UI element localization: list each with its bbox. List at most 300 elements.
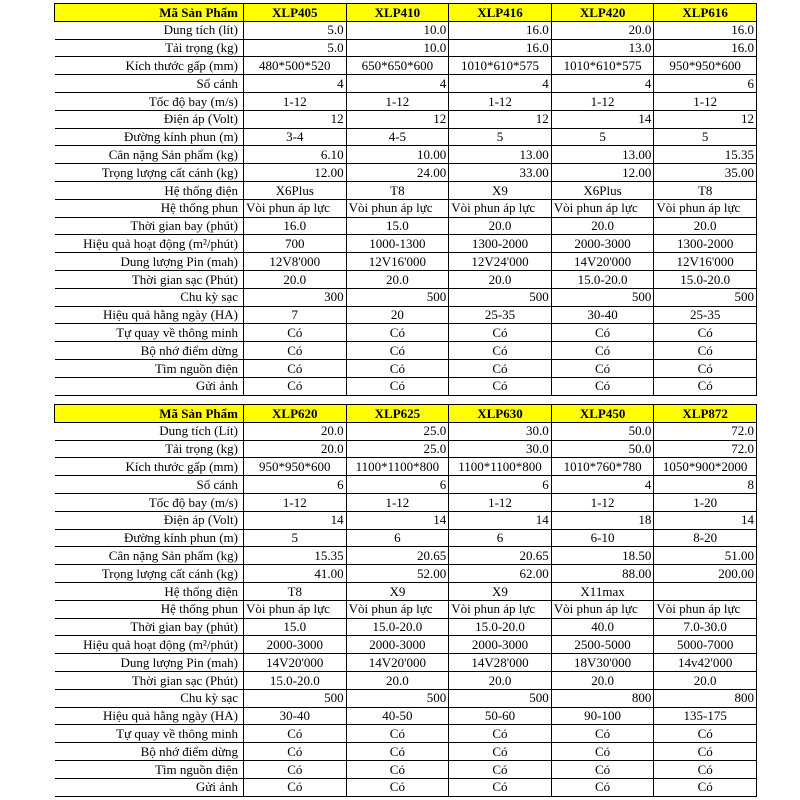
spec-cell: 20.65 bbox=[449, 547, 552, 565]
spec-cell: Có bbox=[654, 778, 757, 796]
table-row bbox=[55, 511, 757, 529]
spec-cell: 5.0 bbox=[244, 39, 347, 57]
table-row bbox=[55, 324, 757, 342]
spec-cell: 25.0 bbox=[346, 422, 449, 440]
spec-cell: 1-12 bbox=[244, 92, 347, 110]
spec-cell: 1-12 bbox=[449, 92, 552, 110]
spec-cell: 33.00 bbox=[449, 164, 552, 182]
model-header: XLP616 bbox=[654, 4, 757, 22]
table-row bbox=[55, 39, 757, 57]
spec-cell: 1100*1100*800 bbox=[449, 458, 552, 476]
spec-cell: 5 bbox=[551, 128, 654, 146]
spec-cell: 4-5 bbox=[346, 128, 449, 146]
spec-cell: 6 bbox=[449, 529, 552, 547]
row-label: Thời gian bay (phút) bbox=[55, 217, 244, 235]
spec-cell: Có bbox=[449, 377, 552, 395]
spec-cell: 15.0-20.0 bbox=[551, 270, 654, 288]
spec-cell: 20.0 bbox=[449, 217, 552, 235]
spec-cell: 950*950*600 bbox=[654, 57, 757, 75]
spec-cell: Có bbox=[449, 760, 552, 778]
spec-cell: 20.0 bbox=[654, 671, 757, 689]
spec-cell: Có bbox=[346, 359, 449, 377]
spec-cell: 14V20'000 bbox=[244, 654, 347, 672]
spec-cell: 15.0-20.0 bbox=[244, 671, 347, 689]
spec-cell: 20.0 bbox=[654, 217, 757, 235]
spec-cell: 12V24'000 bbox=[449, 253, 552, 271]
table-row bbox=[55, 707, 757, 725]
row-label: Dung lượng Pin (mah) bbox=[55, 253, 244, 271]
spec-cell: 300 bbox=[244, 288, 347, 306]
spec-cell: 135-175 bbox=[654, 707, 757, 725]
spec-cell: 2500-5000 bbox=[551, 636, 654, 654]
spec-cell: 16.0 bbox=[449, 21, 552, 39]
model-header: XLP620 bbox=[244, 405, 347, 423]
spec-cell: 1010*610*575 bbox=[551, 57, 654, 75]
spec-cell: X6Plus bbox=[551, 181, 654, 199]
model-header: XLP872 bbox=[654, 405, 757, 423]
table-row bbox=[55, 671, 757, 689]
table-row bbox=[55, 689, 757, 707]
spec-cell: 1-12 bbox=[551, 493, 654, 511]
table-row bbox=[55, 760, 757, 778]
spec-cell: 20.0 bbox=[551, 671, 654, 689]
spec-cell: 12.00 bbox=[551, 164, 654, 182]
row-label: Thời gian bay (phút) bbox=[55, 618, 244, 636]
spec-cell: 7.0-30.0 bbox=[654, 618, 757, 636]
spec-cell: 10.00 bbox=[346, 146, 449, 164]
spec-cell: 500 bbox=[346, 689, 449, 707]
spec-cell: Vòi phun áp lực bbox=[346, 600, 449, 618]
spec-cell: 6 bbox=[654, 75, 757, 93]
spec-cell: Có bbox=[449, 778, 552, 796]
spec-cell: 20 bbox=[346, 306, 449, 324]
spec-cell: 20.0 bbox=[551, 217, 654, 235]
spec-cell: 16.0 bbox=[449, 39, 552, 57]
spec-cell: 1300-2000 bbox=[449, 235, 552, 253]
spec-cell: 24.00 bbox=[346, 164, 449, 182]
spec-cell: 1300-2000 bbox=[654, 235, 757, 253]
spec-cell: Có bbox=[244, 743, 347, 761]
table-row bbox=[55, 217, 757, 235]
spec-cell: 4 bbox=[551, 476, 654, 494]
table-row bbox=[55, 57, 757, 75]
spec-cell: 1-12 bbox=[449, 493, 552, 511]
spec-cell: 650*650*600 bbox=[346, 57, 449, 75]
row-label: Dung lượng Pin (mah) bbox=[55, 654, 244, 672]
model-header: XLP405 bbox=[244, 4, 347, 22]
spec-cell: 16.0 bbox=[654, 21, 757, 39]
spec-cell: Có bbox=[346, 778, 449, 796]
table-row bbox=[55, 359, 757, 377]
spec-cell: 20.0 bbox=[449, 270, 552, 288]
spec-cell: 1050*900*2000 bbox=[654, 458, 757, 476]
row-label: Hệ thống phun bbox=[55, 199, 244, 217]
table-row bbox=[55, 342, 757, 360]
spec-cell: 14V20'000 bbox=[551, 253, 654, 271]
spec-cell: Vòi phun áp lực bbox=[449, 199, 552, 217]
row-label: Trọng lượng cất cánh (kg) bbox=[55, 565, 244, 583]
spec-cell: Có bbox=[551, 778, 654, 796]
spec-cell: 800 bbox=[551, 689, 654, 707]
spec-cell: 12 bbox=[346, 110, 449, 128]
spec-cell: 72.0 bbox=[654, 422, 757, 440]
spec-cell: 20.0 bbox=[551, 21, 654, 39]
spec-cell: X9 bbox=[449, 181, 552, 199]
row-label: Cân nặng Sản phẩm (kg) bbox=[55, 547, 244, 565]
spec-cell: Có bbox=[654, 760, 757, 778]
spec-cell: 18V30'000 bbox=[551, 654, 654, 672]
spec-cell: 14 bbox=[449, 511, 552, 529]
spec-cell: 1010*610*575 bbox=[449, 57, 552, 75]
spec-cell: T8 bbox=[654, 181, 757, 199]
spec-cell: 15.0-20.0 bbox=[449, 618, 552, 636]
spec-cell: 15.0-20.0 bbox=[346, 618, 449, 636]
table-row bbox=[55, 440, 757, 458]
table-row bbox=[55, 92, 757, 110]
spec-cell: 8-20 bbox=[654, 529, 757, 547]
spec-cell: 6.10 bbox=[244, 146, 347, 164]
table-row bbox=[55, 199, 757, 217]
spec-cell: 15.35 bbox=[244, 547, 347, 565]
spec-cell: 500 bbox=[346, 288, 449, 306]
spec-cell: 72.0 bbox=[654, 440, 757, 458]
spec-cell: Có bbox=[244, 778, 347, 796]
spec-cell: Vòi phun áp lực bbox=[346, 199, 449, 217]
table-row bbox=[55, 21, 757, 39]
spec-cell: 12V16'000 bbox=[346, 253, 449, 271]
spec-cell: Có bbox=[346, 725, 449, 743]
table-row bbox=[55, 75, 757, 93]
model-header: XLP625 bbox=[346, 405, 449, 423]
spec-cell: 13.0 bbox=[551, 39, 654, 57]
spec-cell: Vòi phun áp lực bbox=[244, 199, 347, 217]
spec-cell: Có bbox=[654, 324, 757, 342]
spec-cell: 20.0 bbox=[244, 440, 347, 458]
spec-cell: 52.00 bbox=[346, 565, 449, 583]
spec-cell: 51.00 bbox=[654, 547, 757, 565]
spec-cell: 13.00 bbox=[551, 146, 654, 164]
spec-cell: 1-12 bbox=[346, 92, 449, 110]
spec-cell: 10.0 bbox=[346, 39, 449, 57]
spec-cell: Có bbox=[654, 743, 757, 761]
row-label: Dung tích (Lít) bbox=[55, 422, 244, 440]
spec-cell: 14 bbox=[654, 511, 757, 529]
spec-cell: Có bbox=[551, 760, 654, 778]
spec-cell: 20.0 bbox=[244, 270, 347, 288]
row-label: Số cánh bbox=[55, 75, 244, 93]
spec-cell: 12 bbox=[654, 110, 757, 128]
spec-cell: 14v42'000 bbox=[654, 654, 757, 672]
row-label: Trọng lượng cất cánh (kg) bbox=[55, 164, 244, 182]
spec-cell: Có bbox=[346, 342, 449, 360]
spec-cell: 35.00 bbox=[654, 164, 757, 182]
table-row bbox=[55, 422, 757, 440]
spec-cell: 14 bbox=[244, 511, 347, 529]
spec-cell: Vòi phun áp lực bbox=[654, 600, 757, 618]
spec-cell: 1010*760*780 bbox=[551, 458, 654, 476]
row-label: Hiệu quả hằng ngày (HA) bbox=[55, 707, 244, 725]
table-row bbox=[55, 743, 757, 761]
spec-cell: 7 bbox=[244, 306, 347, 324]
spec-cell: Có bbox=[654, 359, 757, 377]
table-row bbox=[55, 493, 757, 511]
table-row bbox=[55, 600, 757, 618]
spec-cell: 15.0 bbox=[244, 618, 347, 636]
spec-cell: Có bbox=[449, 743, 552, 761]
spec-cell: Có bbox=[449, 324, 552, 342]
spec-cell: Có bbox=[346, 324, 449, 342]
spec-cell: 1-12 bbox=[346, 493, 449, 511]
spec-cell: Vòi phun áp lực bbox=[551, 199, 654, 217]
spec-cell: 15.35 bbox=[654, 146, 757, 164]
spec-cell: 20.65 bbox=[346, 547, 449, 565]
spec-cell: Có bbox=[551, 359, 654, 377]
spec-cell: 88.00 bbox=[551, 565, 654, 583]
spec-cell: 20.0 bbox=[346, 671, 449, 689]
spec-cell: X6Plus bbox=[244, 181, 347, 199]
table-row bbox=[55, 778, 757, 796]
spec-cell: Vòi phun áp lực bbox=[244, 600, 347, 618]
table-row bbox=[55, 582, 757, 600]
model-header: XLP450 bbox=[551, 405, 654, 423]
table-row bbox=[55, 288, 757, 306]
row-label: Tự quay về thông minh bbox=[55, 725, 244, 743]
spec-cell: Vòi phun áp lực bbox=[449, 600, 552, 618]
spec-cell: 2000-3000 bbox=[551, 235, 654, 253]
spec-cell: 12 bbox=[244, 110, 347, 128]
row-label: Hệ thống điện bbox=[55, 181, 244, 199]
spec-cell: 1-12 bbox=[244, 493, 347, 511]
spec-cell: Có bbox=[551, 743, 654, 761]
row-label: Tự quay về thông minh bbox=[55, 324, 244, 342]
spec-cell: 25.0 bbox=[346, 440, 449, 458]
spec-cell: 10.0 bbox=[346, 21, 449, 39]
spec-cell: Có bbox=[551, 377, 654, 395]
row-label: Hiệu quả hoạt động (m²/phút) bbox=[55, 235, 244, 253]
spec-table-xlp400-series bbox=[54, 3, 757, 396]
row-label: Tìm nguồn điện bbox=[55, 760, 244, 778]
spec-cell: 1-12 bbox=[654, 92, 757, 110]
spec-cell: 16.0 bbox=[654, 39, 757, 57]
spec-cell: 1000-1300 bbox=[346, 235, 449, 253]
row-label: Đường kính phun (m) bbox=[55, 529, 244, 547]
spec-cell: 41.00 bbox=[244, 565, 347, 583]
spec-cell: Có bbox=[346, 743, 449, 761]
spec-cell: 18.50 bbox=[551, 547, 654, 565]
spec-cell: Vòi phun áp lực bbox=[654, 199, 757, 217]
row-label: Hệ thống điện bbox=[55, 582, 244, 600]
spec-cell: Có bbox=[244, 760, 347, 778]
spec-cell: Có bbox=[346, 377, 449, 395]
spec-cell: 6 bbox=[244, 476, 347, 494]
spec-cell: Có bbox=[551, 725, 654, 743]
spec-cell: 5000-7000 bbox=[654, 636, 757, 654]
spec-table-xlp600-series bbox=[54, 404, 757, 797]
spec-cell: Có bbox=[244, 725, 347, 743]
spec-cell: 3-4 bbox=[244, 128, 347, 146]
row-label: Tải trọng (kg) bbox=[55, 440, 244, 458]
table-row bbox=[55, 529, 757, 547]
table-row bbox=[55, 565, 757, 583]
spec-cell: 500 bbox=[654, 288, 757, 306]
spec-cell: 15.0-20.0 bbox=[654, 270, 757, 288]
row-label: Hệ thống phun bbox=[55, 600, 244, 618]
row-label: Gửi ảnh bbox=[55, 778, 244, 796]
product-code-header: Mã Sản Phẩm bbox=[55, 405, 244, 423]
spec-cell: Có bbox=[654, 342, 757, 360]
spec-cell: Có bbox=[346, 760, 449, 778]
table-row bbox=[55, 128, 757, 146]
table-row bbox=[55, 377, 757, 395]
row-label: Cân nặng Sản phẩm (kg) bbox=[55, 146, 244, 164]
spec-cell: 12V8'000 bbox=[244, 253, 347, 271]
spec-cell bbox=[654, 582, 757, 600]
row-label: Tải trọng (kg) bbox=[55, 39, 244, 57]
row-label: Đường kính phun (m) bbox=[55, 128, 244, 146]
header-row bbox=[55, 4, 757, 22]
row-label: Hiệu quả hằng ngày (HA) bbox=[55, 306, 244, 324]
spec-cell: 30-40 bbox=[551, 306, 654, 324]
table-row bbox=[55, 146, 757, 164]
model-header: XLP416 bbox=[449, 4, 552, 22]
row-label: Thời gian sạc (Phút) bbox=[55, 270, 244, 288]
spec-cell: 5 bbox=[654, 128, 757, 146]
table-row bbox=[55, 110, 757, 128]
row-label: Chu kỳ sạc bbox=[55, 288, 244, 306]
spec-cell: 50.0 bbox=[551, 440, 654, 458]
spec-cell: 90-100 bbox=[551, 707, 654, 725]
spec-cell: 200.00 bbox=[654, 565, 757, 583]
row-label: Tốc độ bay (m/s) bbox=[55, 493, 244, 511]
row-label: Tìm nguồn điện bbox=[55, 359, 244, 377]
spec-cell: Có bbox=[244, 342, 347, 360]
spec-cell: X11max bbox=[551, 582, 654, 600]
spec-cell: 480*500*520 bbox=[244, 57, 347, 75]
spec-cell: 5.0 bbox=[244, 21, 347, 39]
spec-cell: 2000-3000 bbox=[449, 636, 552, 654]
table-row bbox=[55, 164, 757, 182]
spec-cell: 6 bbox=[346, 476, 449, 494]
spec-cell: Có bbox=[449, 342, 552, 360]
spec-cell: Có bbox=[551, 324, 654, 342]
row-label: Hiệu quả hoạt động (m²/phút) bbox=[55, 636, 244, 654]
table-row bbox=[55, 181, 757, 199]
spec-cell: 40-50 bbox=[346, 707, 449, 725]
spec-cell: 6 bbox=[346, 529, 449, 547]
spec-cell: 25-35 bbox=[654, 306, 757, 324]
spec-cell: 8 bbox=[654, 476, 757, 494]
spec-cell: 5 bbox=[244, 529, 347, 547]
spec-cell: 4 bbox=[346, 75, 449, 93]
spec-cell: 50-60 bbox=[449, 707, 552, 725]
spec-cell: 700 bbox=[244, 235, 347, 253]
spec-cell: T8 bbox=[346, 181, 449, 199]
spec-cell: 500 bbox=[449, 689, 552, 707]
spec-cell: 30.0 bbox=[449, 440, 552, 458]
row-label: Bộ nhớ điểm dừng bbox=[55, 342, 244, 360]
model-header: XLP410 bbox=[346, 4, 449, 22]
spec-cell: 30-40 bbox=[244, 707, 347, 725]
spec-cell: Có bbox=[551, 342, 654, 360]
row-label: Thời gian sạc (Phút) bbox=[55, 671, 244, 689]
spec-cell: 4 bbox=[244, 75, 347, 93]
spec-cell: 14V28'000 bbox=[449, 654, 552, 672]
model-header: XLP420 bbox=[551, 4, 654, 22]
spec-cell: X9 bbox=[346, 582, 449, 600]
spec-cell: 14 bbox=[346, 511, 449, 529]
spec-cell: 800 bbox=[654, 689, 757, 707]
header-row bbox=[55, 405, 757, 423]
spec-cell: 16.0 bbox=[244, 217, 347, 235]
spec-cell: Có bbox=[449, 359, 552, 377]
spec-cell: Có bbox=[654, 725, 757, 743]
row-label: Kích thước gấp (mm) bbox=[55, 57, 244, 75]
spec-cell: 40.0 bbox=[551, 618, 654, 636]
spec-cell: 4 bbox=[449, 75, 552, 93]
model-header: XLP630 bbox=[449, 405, 552, 423]
spec-cell: 2000-3000 bbox=[244, 636, 347, 654]
spec-cell: Vòi phun áp lực bbox=[551, 600, 654, 618]
spec-cell: 20.0 bbox=[244, 422, 347, 440]
spec-cell: 12V16'000 bbox=[654, 253, 757, 271]
spec-cell: 500 bbox=[449, 288, 552, 306]
spec-cell: 4 bbox=[551, 75, 654, 93]
spec-cell: 13.00 bbox=[449, 146, 552, 164]
spec-cell: 14V20'000 bbox=[346, 654, 449, 672]
spec-cell: T8 bbox=[244, 582, 347, 600]
table-row bbox=[55, 618, 757, 636]
table-row bbox=[55, 476, 757, 494]
spec-cell: 950*950*600 bbox=[244, 458, 347, 476]
spec-cell: 15.0 bbox=[346, 217, 449, 235]
table-row bbox=[55, 306, 757, 324]
table-row bbox=[55, 253, 757, 271]
table-row bbox=[55, 235, 757, 253]
spec-cell: 25-35 bbox=[449, 306, 552, 324]
spec-cell: 1-20 bbox=[654, 493, 757, 511]
spec-cell: 18 bbox=[551, 511, 654, 529]
row-label: Dung tích (lít) bbox=[55, 21, 244, 39]
table-row bbox=[55, 458, 757, 476]
spec-cell: 500 bbox=[244, 689, 347, 707]
table-row bbox=[55, 270, 757, 288]
row-label: Bộ nhớ điểm dừng bbox=[55, 743, 244, 761]
table-row bbox=[55, 654, 757, 672]
spec-cell: Có bbox=[654, 377, 757, 395]
spec-cell: 1-12 bbox=[551, 92, 654, 110]
spec-cell: 6-10 bbox=[551, 529, 654, 547]
spec-cell: 20.0 bbox=[346, 270, 449, 288]
spec-cell: 2000-3000 bbox=[346, 636, 449, 654]
spec-cell: 20.0 bbox=[449, 671, 552, 689]
row-label: Kích thước gấp (mm) bbox=[55, 458, 244, 476]
spec-cell: 30.0 bbox=[449, 422, 552, 440]
spec-cell: X9 bbox=[449, 582, 552, 600]
spec-cell: Có bbox=[244, 359, 347, 377]
table-row bbox=[55, 725, 757, 743]
row-label: Điện áp (Volt) bbox=[55, 110, 244, 128]
spec-cell: 1100*1100*800 bbox=[346, 458, 449, 476]
row-label: Số cánh bbox=[55, 476, 244, 494]
spec-cell: 50.0 bbox=[551, 422, 654, 440]
spec-cell: 12 bbox=[449, 110, 552, 128]
spec-cell: 5 bbox=[449, 128, 552, 146]
row-label: Gửi ảnh bbox=[55, 377, 244, 395]
product-code-header: Mã Sản Phẩm bbox=[55, 4, 244, 22]
row-label: Điện áp (Volt) bbox=[55, 511, 244, 529]
spec-cell: 500 bbox=[551, 288, 654, 306]
spec-cell: Có bbox=[244, 377, 347, 395]
